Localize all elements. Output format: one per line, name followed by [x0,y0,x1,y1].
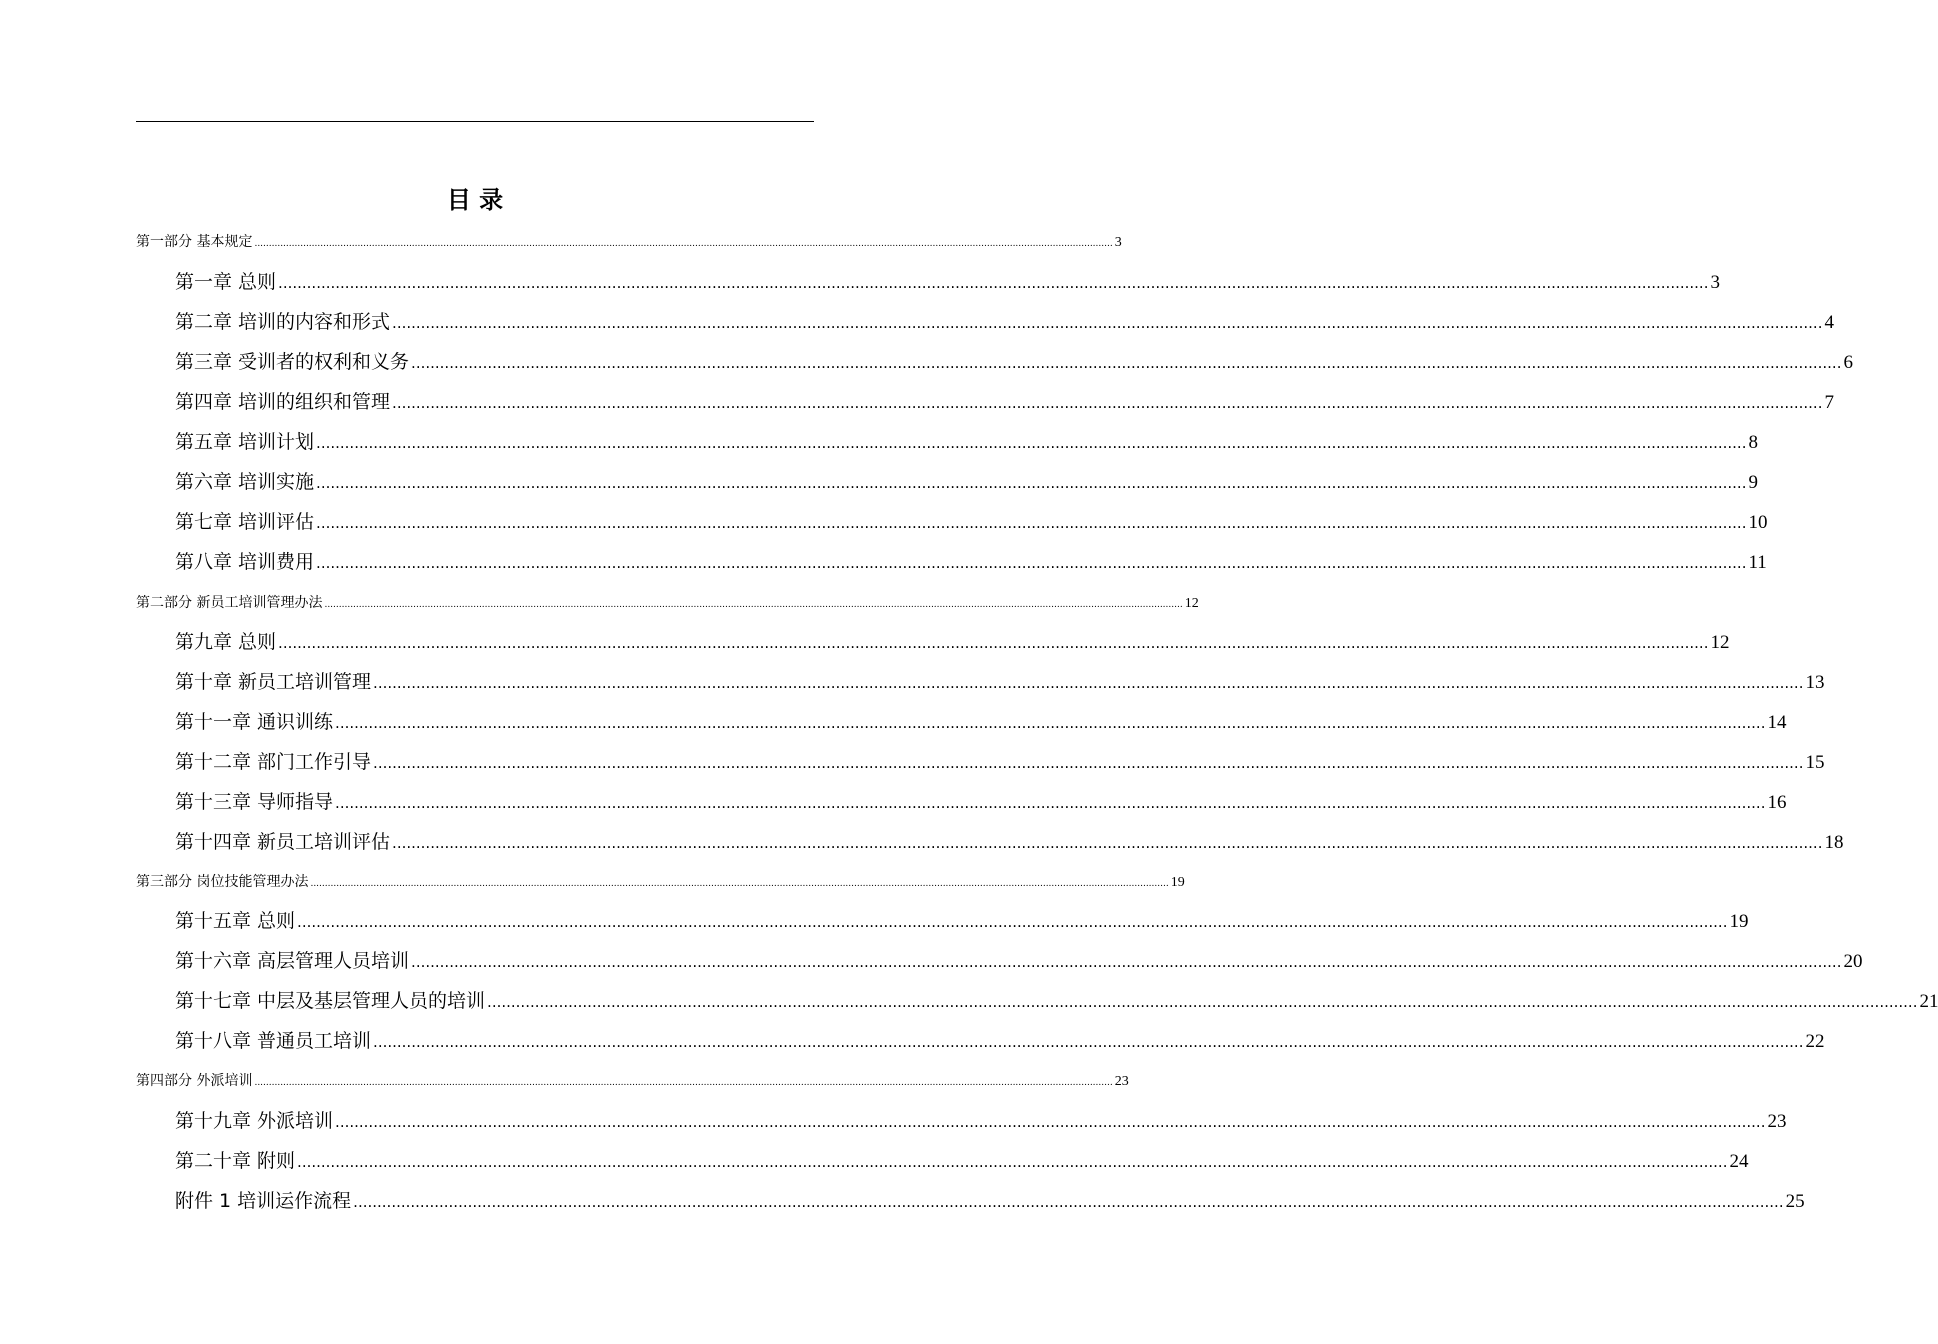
toc-page-number: 8 [1748,432,1758,453]
toc-page-number: 3 [1114,235,1122,250]
toc-entry-label: 附件 1 培训运作流程 [175,1190,352,1212]
toc-chapter-entry[interactable] [175,1026,1825,1053]
toc-leader-dots: ............................................................................................................................................................................................................................................................................................................ [254,239,1113,249]
toc-chapter-entry[interactable] [175,627,1730,654]
toc-page-number: 19 [1729,911,1749,932]
toc-entry-label: 第十八章 普通员工培训 [175,1030,372,1052]
toc-chapter-entry[interactable] [175,307,1834,334]
toc-page-number: 9 [1748,472,1758,493]
toc-entry-label: 第十五章 总则 [175,910,296,932]
toc-page-number: 16 [1767,792,1787,813]
toc-leader-dots: ............................................................................................................................................................................................................................................................................................................ [316,514,1747,532]
toc-page-number: 6 [1843,352,1853,373]
toc-entry-label: 第五章 培训计划 [175,431,315,453]
toc-entry-label: 第十章 新员工培训管理 [175,671,372,693]
toc-part-entry[interactable] [136,231,1122,251]
toc-entry-label: 第十九章 外派培训 [175,1110,334,1132]
toc-leader-dots: ............................................................................................................................................................................................................................................................................................................ [411,354,1842,372]
toc-entry-label: 第二部分 新员工培训管理办法 [136,595,323,611]
toc-chapter-entry[interactable] [175,906,1749,933]
toc-page-number: 12 [1184,596,1199,611]
toc-part-entry[interactable] [136,592,1199,612]
toc-entry-label: 第二十章 附则 [175,1150,296,1172]
toc-entry-label: 第一章 总则 [175,271,277,293]
toc-leader-dots: ............................................................................................................................................................................................................................................................................................................ [278,634,1709,652]
toc-page-number: 13 [1805,672,1825,693]
toc-leader-dots: ............................................................................................................................................................................................................................................................................................................ [373,754,1804,772]
toc-page-number: 11 [1748,552,1767,573]
toc-leader-dots: ............................................................................................................................................................................................................................................................................................................ [297,1153,1728,1171]
header-rule [136,121,814,122]
toc-entry-label: 第七章 培训评估 [175,511,315,533]
toc-leader-dots: ............................................................................................................................................................................................................................................................................................................ [278,274,1709,292]
toc-page-number: 4 [1824,312,1834,333]
toc-entry-label: 第一部分 基本规定 [136,234,253,250]
toc-leader-dots: ............................................................................................................................................................................................................................................................................................................ [392,394,1823,412]
toc-page-number: 15 [1805,752,1825,773]
toc-chapter-entry[interactable] [175,667,1825,694]
toc-entry-label: 第十三章 导师指导 [175,791,334,813]
toc-chapter-entry[interactable] [175,387,1834,414]
toc-chapter-entry[interactable] [175,547,1767,574]
toc-page-number: 19 [1170,875,1185,890]
toc-page-number: 21 [1919,991,1938,1012]
toc-chapter-entry[interactable] [175,986,1938,1013]
toc-chapter-entry[interactable] [175,1106,1787,1133]
toc-entry-label: 第十一章 通识训练 [175,711,334,733]
toc-chapter-entry[interactable] [175,707,1787,734]
toc-leader-dots: ............................................................................................................................................................................................................................................................................................................ [373,1033,1804,1051]
toc-chapter-entry[interactable] [175,946,1863,973]
toc-page-number: 22 [1805,1031,1825,1052]
toc-chapter-entry[interactable] [175,267,1720,294]
toc-leader-dots: ............................................................................................................................................................................................................................................................................................................ [373,674,1804,692]
toc-page-number: 12 [1710,632,1730,653]
toc-chapter-entry[interactable] [175,1146,1749,1173]
toc-title: 目 录 [446,186,504,214]
toc-chapter-entry[interactable] [175,787,1787,814]
toc-entry-label: 第十六章 高层管理人员培训 [175,950,410,972]
toc-leader-dots: ............................................................................................................................................................................................................................................................................................................ [316,554,1747,572]
toc-entry-label: 第四部分 外派培训 [136,1073,253,1089]
toc-leader-dots: ............................................................................................................................................................................................................................................................................................................ [254,1078,1113,1088]
toc-page-number: 10 [1748,512,1768,533]
toc-page-number: 3 [1710,272,1720,293]
toc-page-number: 20 [1843,951,1863,972]
toc-leader-dots: ............................................................................................................................................................................................................................................................................................................ [392,834,1823,852]
toc-leader-dots: ............................................................................................................................................................................................................................................................................................................ [335,794,1766,812]
toc-entry-label: 第四章 培训的组织和管理 [175,391,391,413]
toc-entry-label: 第二章 培训的内容和形式 [175,311,391,333]
toc-entry-label: 第九章 总则 [175,631,277,653]
toc-entry-label: 第十四章 新员工培训评估 [175,831,391,853]
toc-chapter-entry[interactable] [175,1186,1805,1213]
toc-page-number: 18 [1824,832,1844,853]
toc-entry-label: 第六章 培训实施 [175,471,315,493]
toc-page-number: 14 [1767,712,1787,733]
toc-leader-dots: ............................................................................................................................................................................................................................................................................................................ [316,474,1747,492]
toc-leader-dots: ............................................................................................................................................................................................................................................................................................................ [392,314,1823,332]
toc-chapter-entry[interactable] [175,347,1853,374]
toc-leader-dots: ............................................................................................................................................................................................................................................................................................................ [297,913,1728,931]
toc-chapter-entry[interactable] [175,427,1758,454]
toc-leader-dots: ............................................................................................................................................................................................................................................................................................................ [310,879,1169,889]
toc-entry-label: 第十七章 中层及基层管理人员的培训 [175,990,486,1012]
toc-leader-dots: ............................................................................................................................................................................................................................................................................................................ [335,1113,1766,1131]
toc-leader-dots: ............................................................................................................................................................................................................................................................................................................ [487,993,1918,1011]
toc-leader-dots: ............................................................................................................................................................................................................................................................................................................ [316,434,1747,452]
toc-leader-dots: ............................................................................................................................................................................................................................................................................................................ [335,714,1766,732]
toc-chapter-entry[interactable] [175,747,1825,774]
toc-leader-dots: ............................................................................................................................................................................................................................................................................................................ [411,953,1842,971]
toc-entry-label: 第十二章 部门工作引导 [175,751,372,773]
toc-page-number: 23 [1767,1111,1787,1132]
toc-page-number: 23 [1114,1074,1129,1089]
toc-chapter-entry[interactable] [175,467,1758,494]
toc-part-entry[interactable] [136,871,1185,891]
toc-chapter-entry[interactable] [175,507,1768,534]
toc-leader-dots: ............................................................................................................................................................................................................................................................................................................ [324,600,1183,610]
toc-page-number: 24 [1729,1151,1749,1172]
toc-leader-dots: ............................................................................................................................................................................................................................................................................................................ [353,1193,1784,1211]
toc-chapter-entry[interactable] [175,827,1844,854]
toc-entry-label: 第三章 受训者的权利和义务 [175,351,410,373]
toc-part-entry[interactable] [136,1070,1129,1090]
toc-page-number: 7 [1824,392,1834,413]
toc-entry-label: 第八章 培训费用 [175,551,315,573]
toc-page-number: 25 [1785,1191,1805,1212]
toc-entry-label: 第三部分 岗位技能管理办法 [136,874,309,890]
